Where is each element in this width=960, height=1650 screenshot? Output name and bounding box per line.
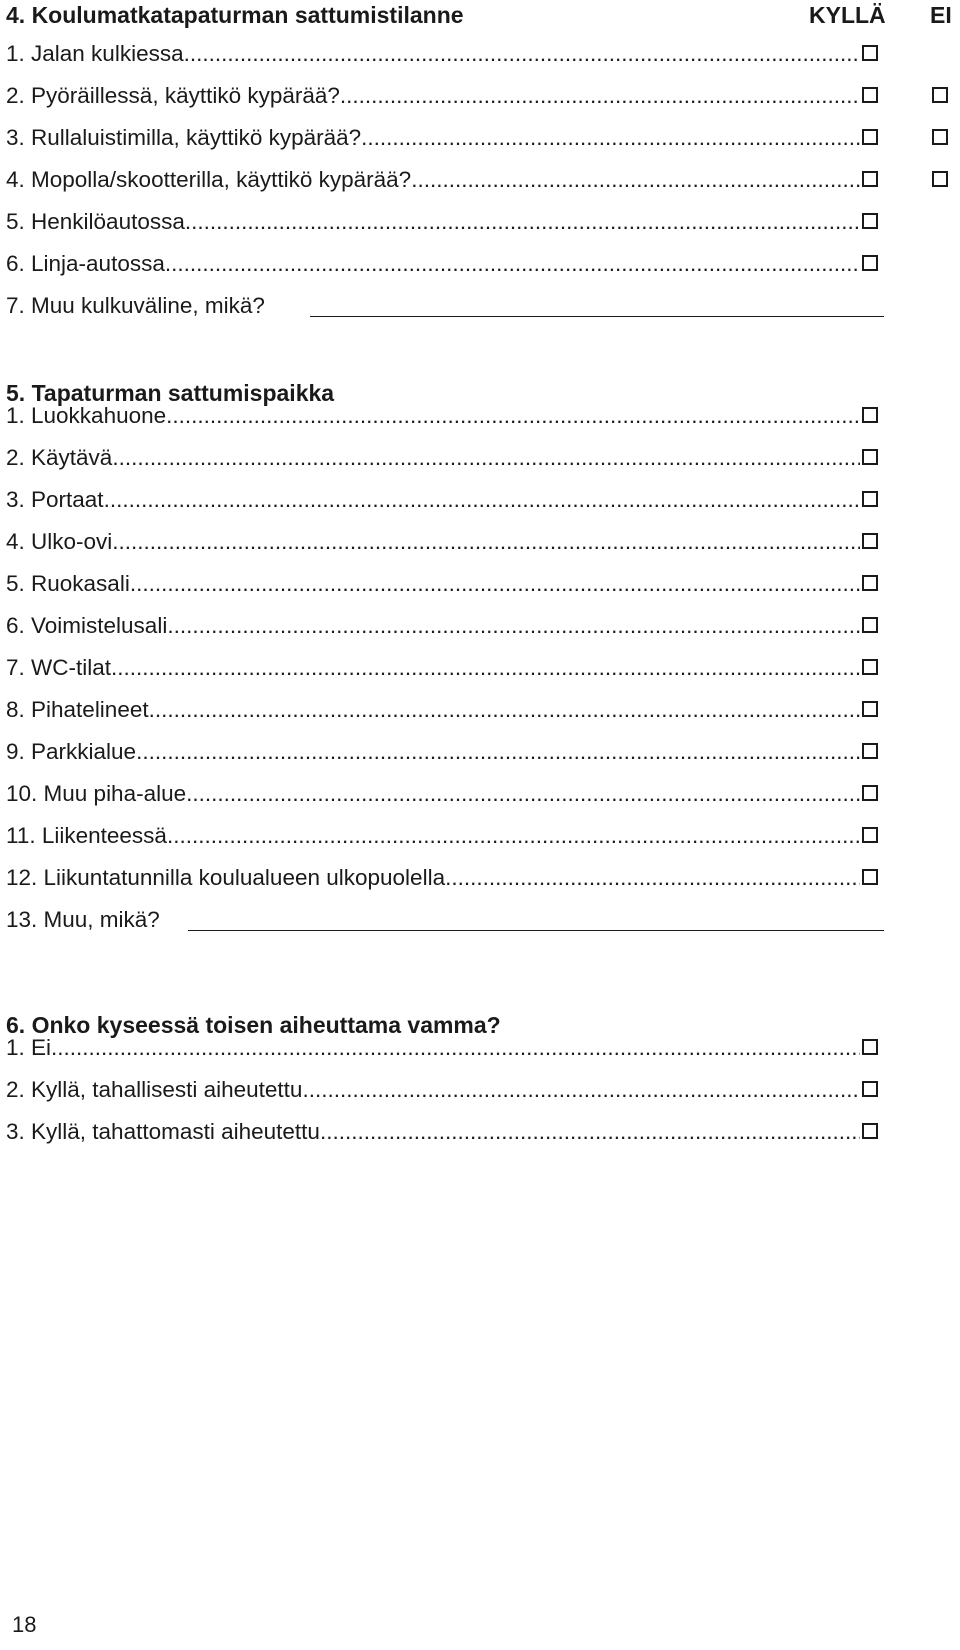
- leader-dots: [104, 479, 860, 521]
- item-label: 7. WC-tilat: [6, 655, 112, 680]
- item-label: 4. Ulko-ovi: [6, 529, 113, 554]
- checkbox-yes[interactable]: [862, 701, 878, 717]
- list-item-other: [6, 285, 954, 327]
- list-item: [6, 689, 954, 731]
- list-item: [6, 1111, 954, 1153]
- section-title: 4. Koulumatkatapaturman sattumistilanne: [6, 2, 464, 28]
- checkbox-yes[interactable]: [862, 827, 878, 843]
- list-item: [6, 243, 954, 285]
- item-label: 2. Käytävä: [6, 445, 113, 470]
- list-item-other: [6, 899, 954, 941]
- item-label: 12. Liikuntatunnilla koulualueen ulkopuolella: [6, 865, 446, 890]
- leader-dots: [445, 857, 860, 899]
- item-label: 2. Pyöräillessä, käyttikö kypärää?: [6, 83, 340, 108]
- item-label: 1. Ei: [6, 1035, 52, 1060]
- other-vehicle-input[interactable]: [310, 316, 884, 317]
- checkbox-no[interactable]: [932, 171, 948, 187]
- item-label: 3. Portaat: [6, 487, 104, 512]
- item-label: 7. Muu kulkuväline, mikä?: [6, 293, 265, 318]
- list-item: [6, 395, 954, 437]
- list-item: [6, 815, 954, 857]
- item-label: 8. Pihatelineet: [6, 697, 149, 722]
- item-label: 4. Mopolla/skootterilla, käyttikö kypärää?: [6, 167, 412, 192]
- checkbox-yes[interactable]: [862, 743, 878, 759]
- item-label: 2. Kyllä, tahallisesti aiheutettu: [6, 1077, 303, 1102]
- leader-dots: [186, 773, 860, 815]
- section-accident-location: [6, 378, 954, 932]
- leader-dots: [361, 117, 860, 159]
- section-heading: [6, 0, 954, 30]
- list-item: [6, 437, 954, 479]
- leader-dots: [184, 33, 860, 75]
- section-title: 6. Onko kyseessä toisen aiheuttama vamma?: [6, 1012, 501, 1038]
- list-item: [6, 159, 954, 201]
- list-item: [6, 605, 954, 647]
- checkbox-yes[interactable]: [862, 785, 878, 801]
- column-header-no: EI: [930, 2, 952, 28]
- checkbox-no[interactable]: [932, 87, 948, 103]
- list-item: [6, 857, 954, 899]
- item-label: 10. Muu piha-alue: [6, 781, 187, 806]
- leader-dots: [111, 647, 860, 689]
- item-label: 5. Henkilöautossa: [6, 209, 185, 234]
- item-label: 11. Liikenteessä: [6, 823, 167, 848]
- checkbox-yes[interactable]: [862, 449, 878, 465]
- checkbox-yes[interactable]: [862, 87, 878, 103]
- item-label: 6. Linja-autossa: [6, 251, 165, 276]
- leader-dots: [302, 1069, 860, 1111]
- checkbox-yes[interactable]: [862, 575, 878, 591]
- checkbox-yes[interactable]: [862, 869, 878, 885]
- list-item: [6, 773, 954, 815]
- leader-dots: [149, 689, 860, 731]
- item-label: 9. Parkkialue: [6, 739, 137, 764]
- list-item: [6, 479, 954, 521]
- leader-dots: [112, 521, 860, 563]
- leader-dots: [130, 563, 860, 605]
- list-item: [6, 75, 954, 117]
- checkbox-yes[interactable]: [862, 1123, 878, 1139]
- list-item: [6, 563, 954, 605]
- section-injury-cause: [6, 1010, 954, 1144]
- item-label: 1. Luokkahuone: [6, 403, 167, 428]
- list-item: [6, 521, 954, 563]
- list-item: [6, 1027, 954, 1069]
- checkbox-yes[interactable]: [862, 255, 878, 271]
- item-label: 1. Jalan kulkiessa: [6, 41, 184, 66]
- checkbox-yes[interactable]: [862, 491, 878, 507]
- leader-dots: [166, 395, 860, 437]
- item-label: 3. Rullaluistimilla, käyttikö kypärää?: [6, 125, 362, 150]
- item-label: 6. Voimistelusali: [6, 613, 168, 638]
- item-label: 3. Kyllä, tahattomasti aiheutettu: [6, 1119, 320, 1144]
- item-label: 13. Muu, mikä?: [6, 907, 160, 932]
- leader-dots: [185, 201, 860, 243]
- leader-dots: [167, 815, 860, 857]
- section-commute-accident: [6, 0, 954, 318]
- checkbox-yes[interactable]: [862, 129, 878, 145]
- checkbox-yes[interactable]: [862, 533, 878, 549]
- leader-dots: [320, 1111, 860, 1153]
- leader-dots: [165, 243, 860, 285]
- checkbox-no[interactable]: [932, 129, 948, 145]
- section-title: 5. Tapaturman sattumispaikka: [6, 380, 335, 406]
- checkbox-yes[interactable]: [862, 1081, 878, 1097]
- checkbox-yes[interactable]: [862, 45, 878, 61]
- checkbox-yes[interactable]: [862, 1039, 878, 1055]
- list-item: [6, 731, 954, 773]
- list-item: [6, 117, 954, 159]
- list-item: [6, 33, 954, 75]
- other-location-input[interactable]: [188, 930, 884, 931]
- checkbox-yes[interactable]: [862, 617, 878, 633]
- leader-dots: [167, 605, 860, 647]
- leader-dots: [136, 731, 860, 773]
- leader-dots: [112, 437, 860, 479]
- leader-dots: [411, 159, 860, 201]
- checkbox-yes[interactable]: [862, 213, 878, 229]
- leader-dots: [340, 75, 860, 117]
- list-item: [6, 201, 954, 243]
- checkbox-yes[interactable]: [862, 407, 878, 423]
- leader-dots: [51, 1027, 860, 1069]
- checkbox-yes[interactable]: [862, 659, 878, 675]
- page-number: 18: [12, 1612, 37, 1637]
- list-item: [6, 647, 954, 689]
- list-item: [6, 1069, 954, 1111]
- checkbox-yes[interactable]: [862, 171, 878, 187]
- item-label: 5. Ruokasali: [6, 571, 130, 596]
- column-header-yes: KYLLÄ: [809, 2, 886, 28]
